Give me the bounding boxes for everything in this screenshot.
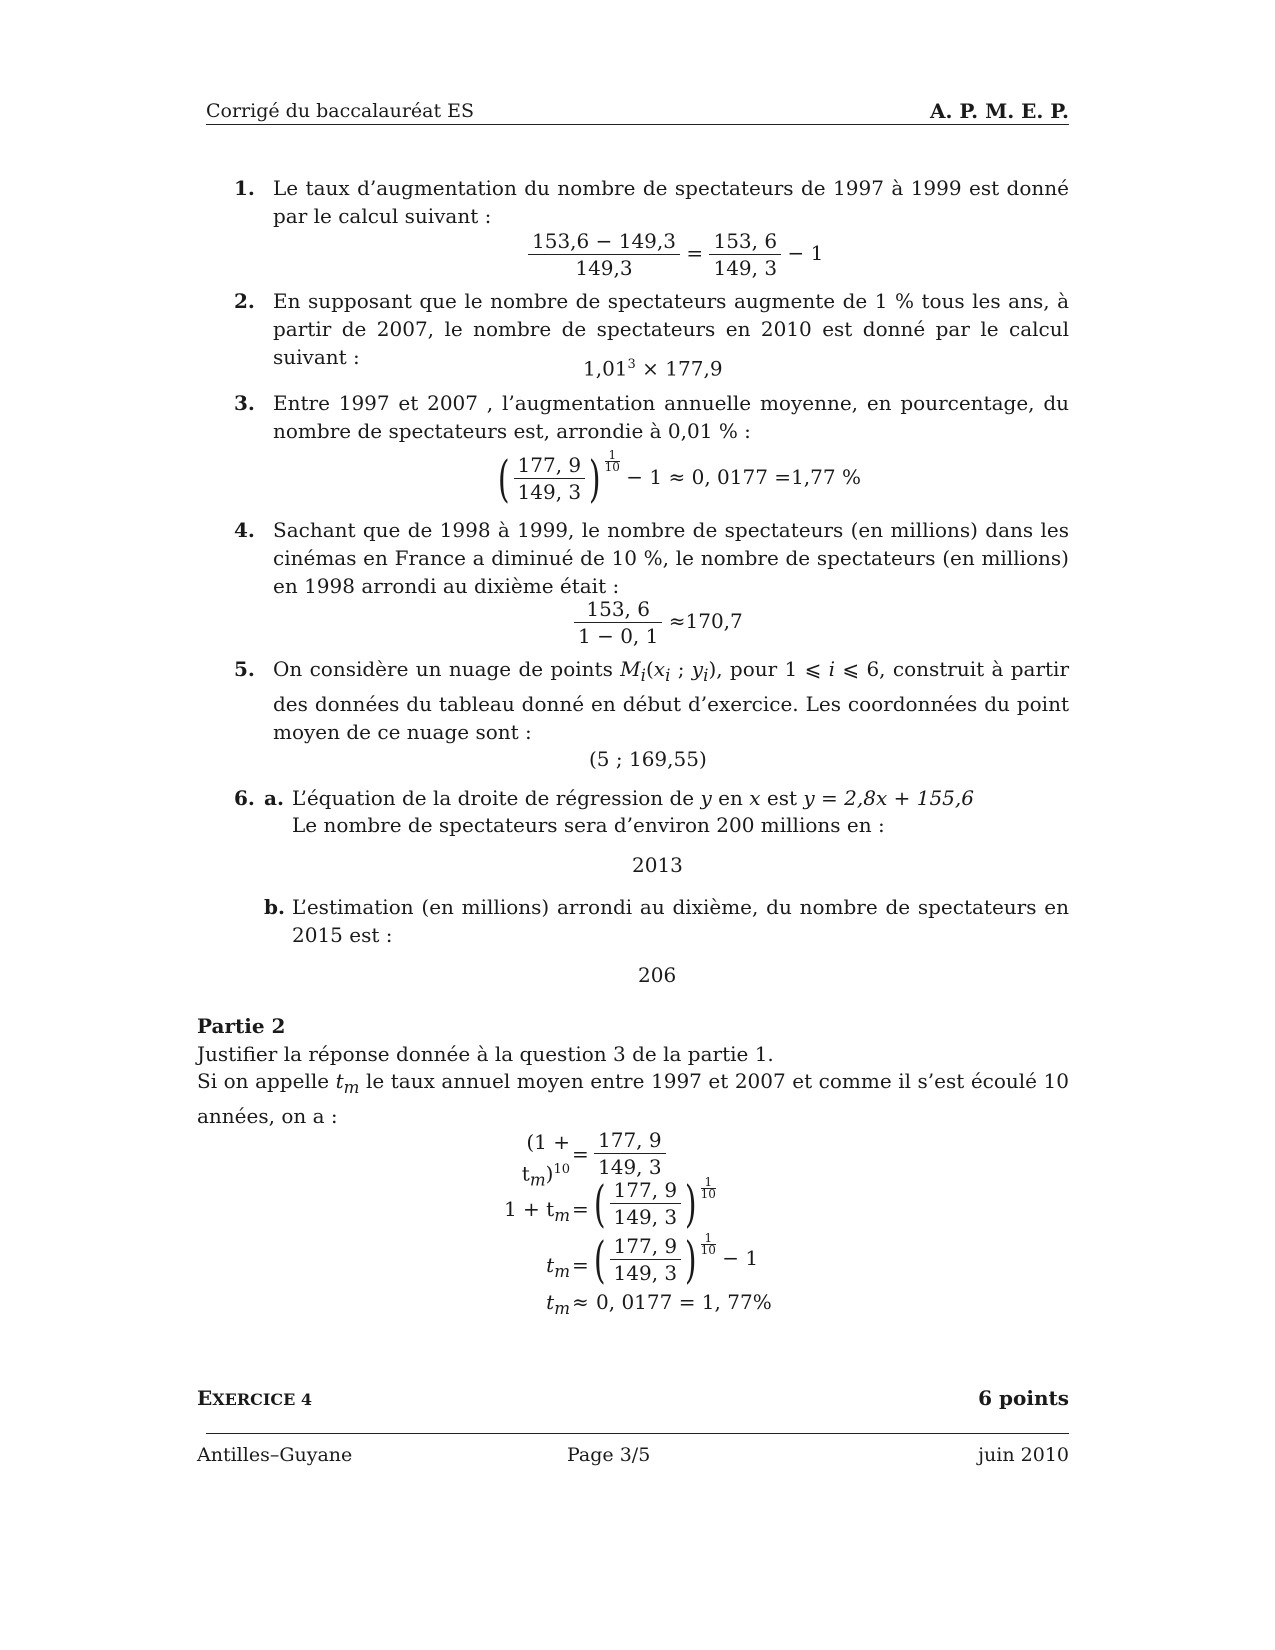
eq2-sign: = — [572, 1197, 589, 1221]
exercise-title: EXERCICE 4 — [197, 1386, 313, 1410]
exercise-points: 6 points — [978, 1386, 1069, 1410]
page-number: Page 3/5 — [567, 1444, 651, 1466]
item-text: Entre 1997 et 2007 , l’augmentation annuelle moyenne, en pourcentage, du nombre de spectateurs est, arrondie à 0,01 % : — [273, 391, 1069, 443]
item-text: Sachant que de 1998 à 1999, le nombre de spectateurs (en millions) dans les cinémas en France a diminué de 10 %, le nombre de spectateurs (en millions) en 1998 arrondi au dixième était : — [273, 518, 1069, 598]
fraction: $\frac{177, 9}{149, 3}$ — [514, 452, 586, 505]
eq4-rhs: 0, 0177 = 1, 77% — [596, 1290, 772, 1314]
result-q5: (5 ; 169,55) — [589, 747, 707, 771]
header-org: A. P. M. E. P. — [929, 99, 1069, 123]
equation-q2: 1,01$^3$ × 177,9 — [583, 356, 723, 381]
eq1-rhs: $\frac{177, 9}{149, 3}$ — [594, 1127, 666, 1180]
eq1-sign: = — [572, 1142, 589, 1166]
paragraph: Si on appelle $t_m$ le taux annuel moyen entre 1997 et 2007 et comme il s’est écoulé 10 années, on a : — [197, 1069, 1069, 1128]
eq1-lhs: $(1 + t_m)^{10}$ — [521, 1130, 570, 1190]
item-number: 6. — [234, 786, 255, 810]
equation-q1: $\frac{153,6 - 149,3}{149,3}$ = $\frac{153, 6}{149, 3}$ − 1 — [528, 228, 823, 281]
equation-q4: $\frac{153, 6}{1 - 0, 1}$ ≈170,7 — [574, 596, 743, 649]
item-text: L’équation de la droite de régression de y en x est y = 2,8x + 155,6 — [292, 786, 974, 810]
equation-q3: ( $\frac{177, 9}{149, 3}$ ) $\frac{1}{10}$ − 1 ≈ 0, 0177 =1,77 % — [497, 448, 861, 508]
fraction: $\frac{153, 6}{1 - 0, 1}$ — [574, 596, 662, 649]
item-number: 2. — [234, 289, 255, 313]
footer-location: Antilles–Guyane — [197, 1444, 353, 1466]
item-number: 4. — [234, 518, 255, 542]
paragraph: Justifier la réponse donnée à la question 3 de la partie 1. — [197, 1042, 774, 1066]
sub-item-label: b. — [264, 895, 285, 919]
eq3-rhs: ( $\frac{177, 9}{149, 3}$ ) $\frac{1}{10}$ − 1 — [593, 1230, 759, 1289]
header-rule — [206, 124, 1069, 125]
footer-rule — [206, 1433, 1069, 1434]
result-q6b: 206 — [638, 963, 677, 987]
item-text: L’estimation (en millions) arrondi au dixième, du nombre de spectateurs en 2015 est : — [292, 895, 1069, 947]
fraction: $\frac{153, 6}{149, 3}$ — [709, 228, 781, 281]
header-title: Corrigé du baccalauréat ES — [206, 100, 475, 122]
item-number: 3. — [234, 391, 255, 415]
eq4-sign: ≈ — [572, 1290, 589, 1314]
eq3-lhs: $t_m$ — [546, 1253, 570, 1281]
item-text: Le nombre de spectateurs sera d’environ 200 millions en : — [292, 813, 885, 837]
eq2-lhs: $1 + t_m$ — [503, 1197, 570, 1225]
sub-item-label: a. — [264, 786, 284, 810]
item-number: 5. — [234, 657, 255, 681]
item-text: En supposant que le nombre de spectateurs augmente de 1 % tous les ans, à partir de 2007, le nombre de spectateurs en 2010 est donné par le calcul suivant : — [273, 289, 1069, 369]
footer-date: juin 2010 — [978, 1444, 1069, 1466]
item-text: On considère un nuage de points $M_i(x_i$ ; $y_i$), pour 1 ⩽ i ⩽ 6, construit à partir des données du tableau donné en début d’exercice. Les coordonnées du point moyen de ce nuage sont : — [273, 657, 1070, 744]
eq3-sign: = — [572, 1253, 589, 1277]
item-number: 1. — [234, 176, 255, 200]
result-q6a: 2013 — [632, 853, 683, 877]
item-text: Le taux d’augmentation du nombre de spectateurs de 1997 à 1999 est donné par le calcul suivant : — [273, 176, 1069, 228]
fraction: $\frac{153,6 - 149,3}{149,3}$ — [528, 228, 680, 281]
eq4-lhs: $t_m$ — [546, 1290, 570, 1318]
eq2-rhs: ( $\frac{177, 9}{149, 3}$ ) $\frac{1}{10}$ — [593, 1174, 716, 1233]
section-title: Partie 2 — [197, 1014, 286, 1038]
